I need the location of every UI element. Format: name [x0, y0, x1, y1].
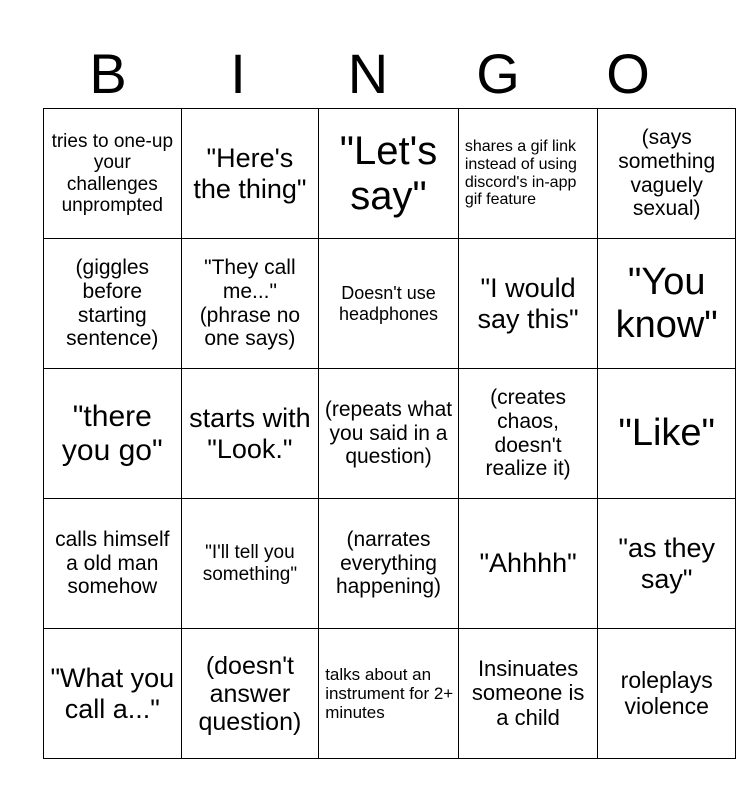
cell-text: calls himself a old man somehow	[55, 528, 170, 599]
cell-text: (creates chaos, doesn't realize it)	[485, 386, 571, 481]
bingo-cell[interactable]	[598, 239, 736, 369]
bingo-cell[interactable]	[44, 109, 182, 239]
bingo-cell[interactable]	[319, 369, 459, 499]
cell-text: "You know"	[615, 260, 718, 346]
header-letter-n: N	[347, 42, 389, 105]
bingo-row	[44, 499, 736, 629]
cell-text: Insinuates someone is a child	[471, 655, 585, 730]
bingo-cell[interactable]	[319, 629, 459, 759]
bingo-row	[44, 109, 736, 239]
header-letter-b: B	[89, 42, 127, 105]
bingo-cell[interactable]	[181, 629, 319, 759]
bingo-row	[44, 369, 736, 499]
header-letter-o: O	[606, 42, 650, 105]
cell-text: shares a gif link instead of using discord's in-app gif feature	[464, 137, 577, 209]
cell-text: "Let's say"	[339, 128, 438, 218]
bingo-cell[interactable]	[44, 369, 182, 499]
bingo-cell[interactable]	[319, 239, 459, 369]
bingo-cell[interactable]	[598, 499, 736, 629]
cell-text: "I would say this"	[477, 273, 579, 334]
bingo-cell[interactable]	[319, 109, 459, 239]
cell-text: talks about an instrument for 2+ minutes	[325, 664, 454, 723]
cell-text: "Ahhhh"	[479, 548, 577, 579]
cell-text: (repeats what you said in a question)	[324, 398, 453, 469]
bingo-cell[interactable]	[44, 499, 182, 629]
cell-text: "as they say"	[618, 533, 715, 594]
bingo-row	[44, 629, 736, 759]
bingo-cell[interactable]	[598, 629, 736, 759]
bingo-cell[interactable]	[181, 369, 319, 499]
cell-text: Doesn't use headphones	[338, 283, 439, 324]
bingo-cell[interactable]	[181, 499, 319, 629]
bingo-header	[43, 40, 693, 108]
bingo-cell[interactable]	[458, 109, 598, 239]
bingo-cell[interactable]	[598, 369, 736, 499]
cell-text: (narrates everything happening)	[335, 528, 442, 599]
bingo-cell[interactable]	[44, 629, 182, 759]
cell-text: roleplays violence	[620, 666, 713, 719]
bingo-cell[interactable]	[458, 369, 598, 499]
header-letter-i: I	[230, 42, 246, 105]
bingo-cell[interactable]	[44, 239, 182, 369]
bingo-cell[interactable]	[458, 629, 598, 759]
cell-text: (says something vaguely sexual)	[618, 126, 716, 221]
cell-text: tries to one-up your challenges unprompted	[51, 130, 174, 216]
header-letter-g: G	[476, 42, 520, 105]
cell-text: "They call me..." (phrase no one says)	[199, 256, 301, 351]
cell-text: (doesn't answer question)	[198, 651, 302, 736]
bingo-cell[interactable]	[181, 239, 319, 369]
bingo-cell[interactable]	[458, 239, 598, 369]
bingo-card	[43, 108, 736, 759]
cell-text: "there you go"	[61, 399, 163, 467]
bingo-row	[44, 239, 736, 369]
cell-text: "Here's the thing"	[193, 143, 307, 204]
cell-text: (giggles before starting sentence)	[66, 256, 159, 351]
cell-text: starts with "Look."	[189, 403, 311, 464]
bingo-cell[interactable]	[598, 109, 736, 239]
bingo-cell[interactable]	[319, 499, 459, 629]
cell-text: "Like"	[618, 412, 716, 455]
bingo-cell[interactable]	[181, 109, 319, 239]
bingo-cell[interactable]	[458, 499, 598, 629]
cell-text: "I'll tell you something"	[202, 542, 298, 585]
cell-text: "What you call a..."	[50, 663, 175, 724]
